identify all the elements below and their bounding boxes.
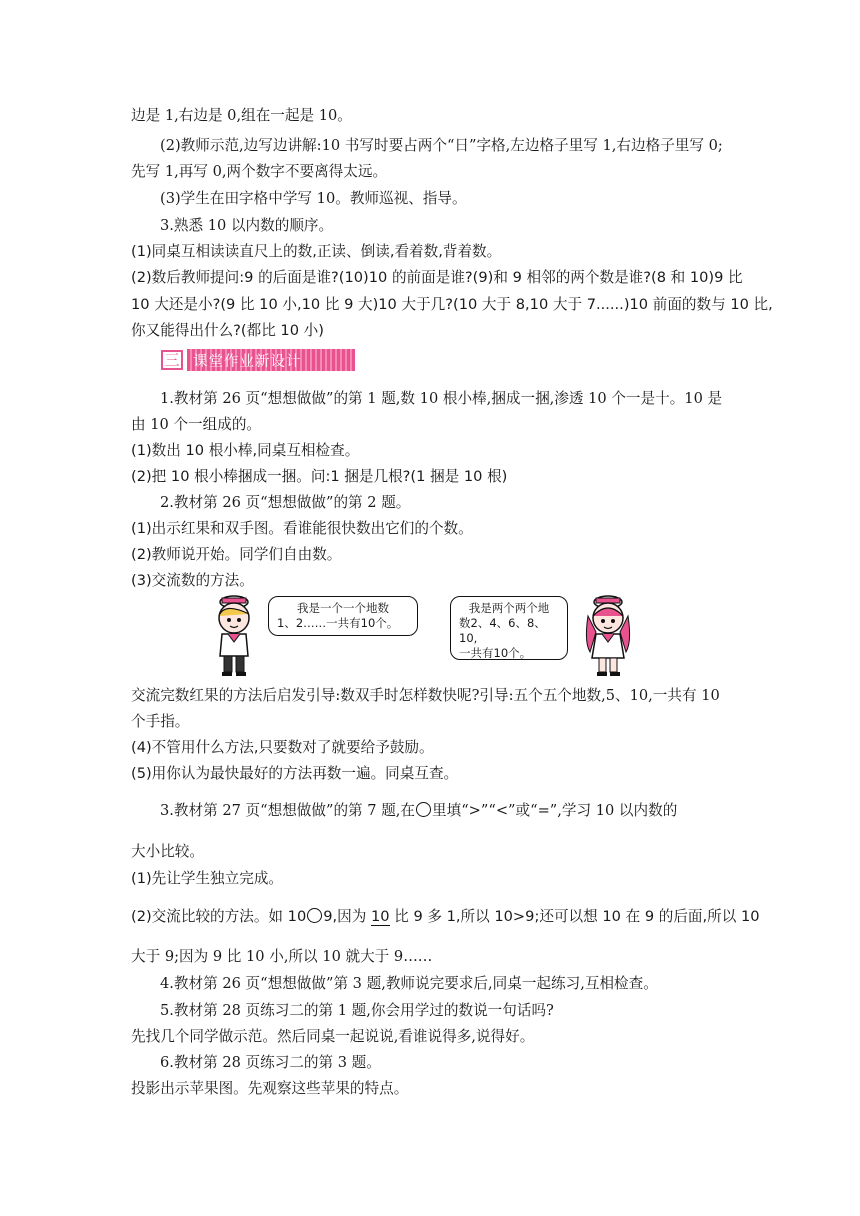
text-line <box>131 907 760 927</box>
boy-figure <box>204 592 264 678</box>
text-line: 6.教材第 28 页练习二的第 3 题。 <box>160 1054 381 1071</box>
bubble-line: 一共有10个。 <box>459 646 532 660</box>
text-fragment: 3.教材第 27 页“想想做做”的第 7 题,在 <box>160 802 416 819</box>
text-line: 边是 1,右边是 0,组在一起是 10。 <box>131 107 352 124</box>
text-line: (2)数后教师提问:9 的后面是谁?(10)10 的前面是谁?(9)和 9 相邻的两个数是谁?(8 和 10)9 比 <box>131 269 743 286</box>
counting-illustration <box>200 592 640 678</box>
text-line: 投影出示苹果图。先观察这些苹果的特点。 <box>131 1080 409 1097</box>
bubble-line: 1、2……一共有10个。 <box>277 616 399 630</box>
underlined-number: 10 <box>371 908 390 925</box>
girl-figure <box>576 592 640 678</box>
section-banner <box>161 348 361 372</box>
text-fragment: 9,因为 <box>323 908 371 925</box>
text-line: 先写 1,再写 0,两个数字不要离得太远。 <box>131 163 388 180</box>
text-line <box>160 801 677 821</box>
bubble-line: 我是一个一个地数 <box>297 601 389 615</box>
section-number: 三 <box>161 350 183 370</box>
text-line: (4)不管用什么方法,只要数对了就要给予鼓励。 <box>131 739 434 756</box>
text-line: 由 10 个一组成的。 <box>131 416 262 433</box>
text-line: 3.熟悉 10 以内数的顺序。 <box>160 217 334 234</box>
text-line: 大小比较。 <box>131 843 204 860</box>
section-title: 课堂作业新设计 <box>187 349 355 371</box>
text-line: 先找几个同学做示范。然后同桌一起说说,看谁说得多,说得好。 <box>131 1028 535 1045</box>
text-fragment: 比 9 多 1,所以 10>9;还可以想 10 在 9 的后面,所以 10 <box>389 908 760 925</box>
text-line: (2)教师示范,边写边讲解:10 书写时要占两个“日”字格,左边格子里写 1,右边格子里写 0; <box>160 137 723 154</box>
text-line: (1)先让学生独立完成。 <box>131 870 284 887</box>
bubble-line: 数2、4、6、8、10, <box>459 616 546 645</box>
text-fragment: 里填“>”“<”或“=”,学习 10 以内数的 <box>432 802 678 819</box>
text-line: (3)学生在田字格中学写 10。教师巡视、指导。 <box>160 190 467 207</box>
text-line: 大于 9;因为 9 比 10 小,所以 10 就大于 9…… <box>131 948 433 965</box>
text-line: 个手指。 <box>131 713 190 730</box>
text-line: 1.教材第 26 页“想想做做”的第 1 题,数 10 根小棒,捆成一捆,渗透 10 个一是十。10 是 <box>160 390 723 407</box>
text-line: (5)用你认为最快最好的方法再数一遍。同桌互查。 <box>131 765 459 782</box>
text-line: (2)把 10 根小棒捆成一捆。问:1 捆是几根?(1 捆是 10 根) <box>131 468 508 485</box>
text-line: (2)教师说开始。同学们自由数。 <box>131 546 342 563</box>
bubble-line: 我是两个两个地 <box>468 601 550 615</box>
blank-circle-icon <box>307 908 322 923</box>
text-line: 交流完数红果的方法后启发引导:数双手时怎样数快呢?引导:五个五个地数,5、10,一共有 10 <box>131 687 720 704</box>
text-line: 2.教材第 26 页“想想做做”的第 2 题。 <box>160 494 411 511</box>
text-line: (3)交流数的方法。 <box>131 572 254 589</box>
text-line: 4.教材第 26 页“想想做做”第 3 题,教师说完要求后,同桌一起练习,互相检查。 <box>160 975 658 992</box>
text-line: (1)数出 10 根小棒,同桌互相检查。 <box>131 442 360 459</box>
text-line: 5.教材第 28 页练习二的第 1 题,你会用学过的数说一句话吗? <box>160 1002 554 1019</box>
speech-bubble-right <box>450 596 568 660</box>
text-fragment: (2)交流比较的方法。如 10 <box>131 908 307 925</box>
text-line: 10 大还是小?(9 比 10 小,10 比 9 大)10 大于几?(10 大于 8,10 大于 7......)10 前面的数与 10 比, <box>131 296 773 313</box>
blank-circle-icon <box>416 802 431 817</box>
text-line: (1)出示红果和双手图。看谁能很快数出它们的个数。 <box>131 520 473 537</box>
text-line: (1)同桌互相读读直尺上的数,正读、倒读,看着数,背着数。 <box>131 243 502 260</box>
text-line: 你又能得出什么?(都比 10 小) <box>131 322 324 339</box>
speech-bubble-left <box>268 596 418 636</box>
